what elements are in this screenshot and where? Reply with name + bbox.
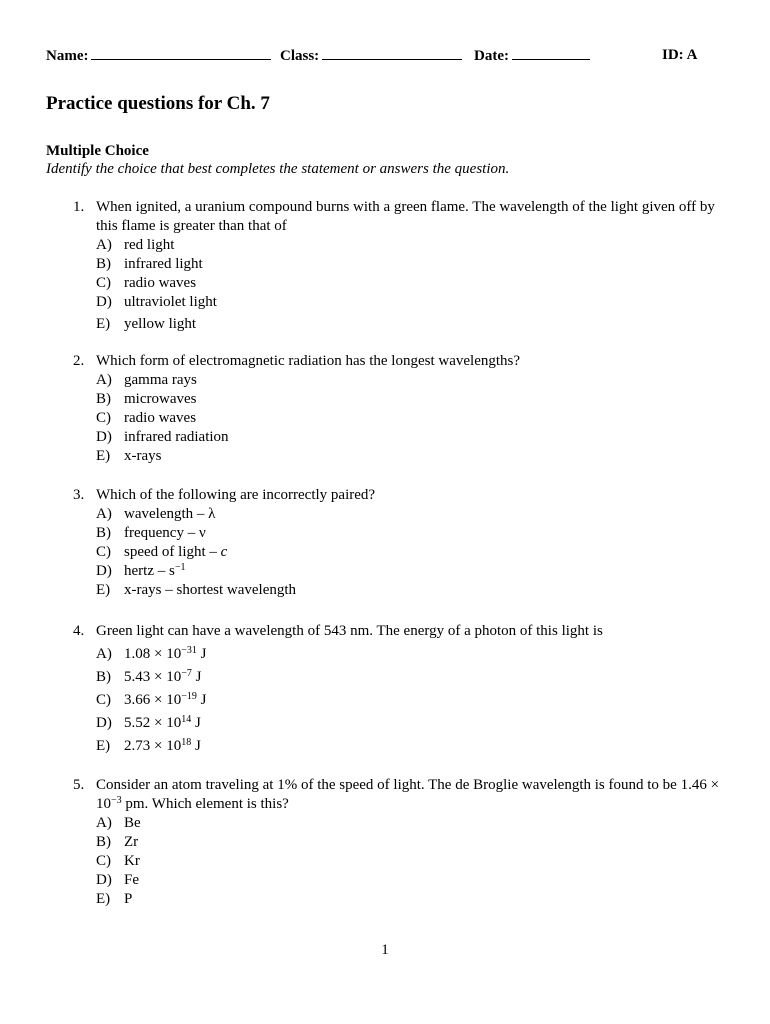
option-base: 2.73 × 10 — [124, 738, 182, 754]
option-letter: E) — [96, 316, 111, 332]
question-1 — [73, 198, 733, 334]
option-text: red light — [124, 237, 175, 253]
question-base: 10 — [96, 796, 111, 812]
question-4 — [73, 620, 733, 758]
option-letter: A) — [96, 815, 112, 831]
option-letter: C) — [96, 853, 111, 869]
option-d — [96, 562, 733, 581]
option-c — [96, 543, 733, 562]
question-5 — [73, 776, 733, 909]
question-number: 3. — [73, 487, 85, 503]
question-text: Green light can have a wavelength of 543 nm. The energy of a photon of this light is — [96, 623, 603, 639]
question-exponent: −3 — [111, 795, 122, 806]
option-a — [96, 236, 733, 255]
class-blank — [322, 47, 462, 60]
option-letter: C) — [96, 410, 111, 426]
name-label: Name: — [46, 48, 89, 64]
date-label: Date: — [474, 48, 509, 64]
option-e — [96, 447, 733, 466]
option-letter: D) — [96, 429, 112, 445]
option-unit: J — [196, 692, 207, 708]
option-base: 3.66 × 10 — [124, 692, 182, 708]
option-base: 5.43 × 10 — [124, 669, 182, 685]
option-c — [96, 852, 733, 871]
option-a — [96, 371, 733, 390]
option-a — [96, 643, 733, 666]
class-field — [280, 47, 462, 65]
option-letter: E) — [96, 448, 111, 464]
option-e — [96, 315, 733, 334]
question-text-line1: Consider an atom traveling at 1% of the speed of light. The de Broglie wavelength is found to be 1.46 × — [96, 777, 720, 793]
name-field — [46, 47, 271, 65]
option-exponent: 14 — [181, 714, 192, 725]
option-letter: C) — [96, 692, 111, 708]
option-letter: A) — [96, 646, 112, 662]
option-text: hertz – s — [124, 563, 175, 579]
option-letter: E) — [96, 582, 111, 598]
date-blank — [512, 47, 590, 60]
option-c — [96, 689, 733, 712]
section-instructions: Identify the choice that best completes the statement or answers the question. — [46, 161, 510, 177]
option-text: infrared radiation — [124, 429, 229, 445]
option-d — [96, 293, 733, 312]
question-number: 2. — [73, 353, 85, 369]
option-text: Fe — [124, 872, 139, 888]
option-b — [96, 255, 733, 274]
question-number: 5. — [73, 777, 85, 793]
option-text: Be — [124, 815, 141, 831]
option-unit: J — [196, 646, 207, 662]
option-letter: B) — [96, 391, 111, 407]
option-letter: D) — [96, 872, 112, 888]
option-e — [96, 581, 733, 600]
option-letter: D) — [96, 294, 112, 310]
option-text: Zr — [124, 834, 139, 850]
option-b — [96, 390, 733, 409]
option-exponent: −19 — [181, 691, 197, 702]
option-text: radio waves — [124, 410, 197, 426]
question-text: Which of the following are incorrectly paired? — [96, 487, 376, 503]
option-text: yellow light — [124, 316, 197, 332]
name-blank — [91, 47, 271, 60]
question-2 — [73, 352, 733, 466]
header-row — [46, 47, 706, 69]
option-letter: B) — [96, 525, 111, 541]
option-d — [96, 428, 733, 447]
question-3 — [73, 486, 733, 600]
option-b — [96, 666, 733, 689]
question-rest: pm. Which element is this? — [121, 796, 289, 812]
option-text: radio waves — [124, 275, 197, 291]
option-superscript: −1 — [174, 562, 186, 573]
option-base: 5.52 × 10 — [124, 715, 182, 731]
option-base: 1.08 × 10 — [124, 646, 182, 662]
option-text: microwaves — [124, 391, 197, 407]
option-text: wavelength – λ — [124, 506, 216, 522]
option-unit: J — [191, 715, 201, 731]
option-text: x-rays – shortest wavelength — [124, 582, 297, 598]
question-number: 1. — [73, 199, 85, 215]
class-label: Class: — [280, 48, 320, 64]
option-letter: A) — [96, 372, 112, 388]
option-text: frequency – ν — [124, 525, 206, 541]
option-a — [96, 814, 733, 833]
option-text: x-rays — [124, 448, 162, 464]
option-letter: A) — [96, 506, 112, 522]
option-symbol: c — [220, 544, 228, 560]
option-letter: B) — [96, 834, 111, 850]
option-exponent: −31 — [181, 645, 197, 656]
option-letter: E) — [96, 891, 111, 907]
question-text-line2 — [96, 795, 733, 814]
option-letter: B) — [96, 256, 111, 272]
option-text: Kr — [124, 853, 140, 869]
option-letter: D) — [96, 715, 112, 731]
page-number: 1 — [381, 942, 389, 958]
question-text: When ignited, a uranium compound burns with a green flame. The wavelength of the light given off by this flame is greater than that of — [96, 199, 715, 234]
date-field — [474, 47, 590, 65]
option-letter: C) — [96, 275, 111, 291]
id-field: ID: A — [662, 47, 698, 63]
option-unit: J — [191, 738, 201, 754]
option-e — [96, 890, 733, 909]
option-a — [96, 505, 733, 524]
section-heading: Multiple Choice — [46, 143, 149, 159]
option-d — [96, 712, 733, 735]
option-c — [96, 274, 733, 293]
option-e — [96, 735, 733, 758]
option-text: ultraviolet light — [124, 294, 217, 310]
option-unit: J — [191, 669, 202, 685]
option-letter: D) — [96, 563, 112, 579]
option-exponent: −7 — [181, 668, 192, 679]
option-d — [96, 871, 733, 890]
page-title: Practice questions for Ch. 7 — [46, 93, 270, 114]
option-b — [96, 524, 733, 543]
option-text: P — [124, 891, 133, 907]
question-text: Which form of electromagnetic radiation has the longest wavelengths? — [96, 353, 521, 369]
option-text: infrared light — [124, 256, 203, 272]
option-exponent: 18 — [181, 737, 192, 748]
option-letter: B) — [96, 669, 111, 685]
option-b — [96, 833, 733, 852]
option-text: speed of light – — [124, 544, 221, 560]
option-letter: A) — [96, 237, 112, 253]
option-letter: E) — [96, 738, 111, 754]
option-letter: C) — [96, 544, 111, 560]
question-number: 4. — [73, 623, 85, 639]
option-c — [96, 409, 733, 428]
option-text: gamma rays — [124, 372, 197, 388]
